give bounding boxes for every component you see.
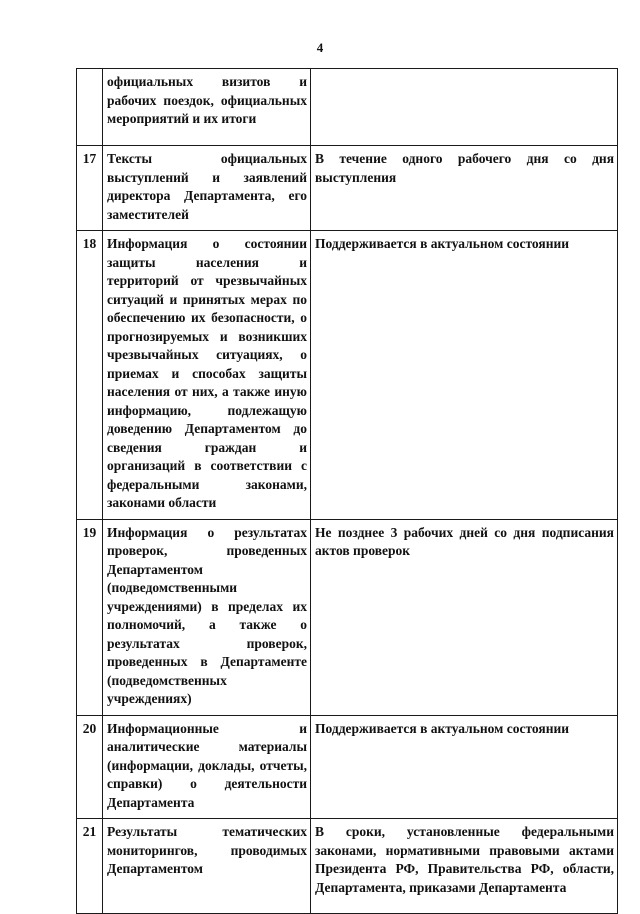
row-number: 18 [77, 231, 103, 520]
table-row [77, 231, 618, 520]
document-table [76, 68, 618, 914]
info-cell: официальных визитов и рабочих поездок, официальных мероприятий и их итоги [103, 69, 311, 146]
page-number: 4 [316, 40, 324, 55]
info-cell: Тексты официальных выступлений и заявлений директора Департамента, его заместителей [103, 146, 311, 231]
term-cell [311, 69, 618, 146]
row-number: 17 [77, 146, 103, 231]
row-number: 21 [77, 819, 103, 914]
term-cell: В течение одного рабочего дня со дня выступления [311, 146, 618, 231]
term-cell: Поддерживается в актуальном состоянии [311, 715, 618, 819]
term-cell: Не позднее 3 рабочих дней со дня подписания актов проверок [311, 519, 618, 715]
table-row [77, 519, 618, 715]
row-number: 19 [77, 519, 103, 715]
info-cell: Информация о результатах проверок, проведенных Департаментом (подведомственными учреждениями) в пределах их полномочий, а также о результатах проверок, проведенных в Департаменте (подведомственных учреждениях) [103, 519, 311, 715]
row-number [77, 69, 103, 146]
table-row [77, 715, 618, 819]
table-row [77, 819, 618, 914]
table-row [77, 69, 618, 146]
row-number: 20 [77, 715, 103, 819]
info-cell: Результаты тематических мониторингов, проводимых Департаментом [103, 819, 311, 914]
info-cell: Информационные и аналитические материалы (информации, доклады, отчеты, справки) о деятельности Департамента [103, 715, 311, 819]
term-cell: Поддерживается в актуальном состоянии [311, 231, 618, 520]
term-cell: В сроки, установленные федеральными законами, нормативными правовыми актами Президента РФ, Правительства РФ, области, Департамента, приказами Департамента [311, 819, 618, 914]
info-cell: Информация о состоянии защиты населения и территорий от чрезвычайных ситуаций и принятых мерах по обеспечению их безопасности, о прогнозируемых и возникших чрезвычайных ситуациях, о приемах и способах защиты населения от них, а также иную информацию, подлежащую доведению Департаментом до сведения граждан и организаций в соответствии с федеральными законами, законами области [103, 231, 311, 520]
table-row [77, 146, 618, 231]
